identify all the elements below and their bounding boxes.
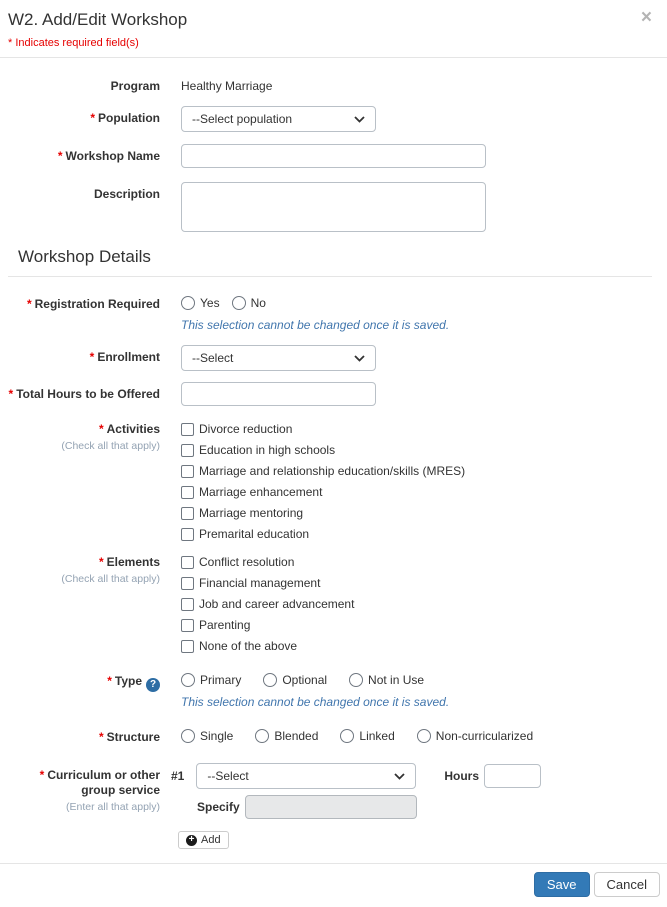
elements-label: Elements xyxy=(106,555,160,569)
required-marker: * xyxy=(98,730,104,744)
structure-blended-option[interactable] xyxy=(255,729,318,743)
structure-blended-label: Blended xyxy=(274,729,319,743)
registration-no-label: No xyxy=(250,296,266,310)
structure-single-label: Single xyxy=(200,729,234,743)
activity-checkbox[interactable] xyxy=(181,444,194,457)
structure-linked-option[interactable] xyxy=(340,729,394,743)
workshop-details-heading: Workshop Details xyxy=(8,247,652,277)
activity-checkbox[interactable] xyxy=(181,528,194,541)
activity-label: Education in high schools xyxy=(199,443,336,457)
curriculum-hint: (Enter all that apply) xyxy=(66,801,160,813)
registration-yes-option[interactable] xyxy=(181,296,220,310)
workshop-name-row xyxy=(8,144,652,168)
structure-single-radio[interactable] xyxy=(181,729,195,743)
curriculum-label: Curriculum or other group service xyxy=(47,768,160,797)
add-button-label: Add xyxy=(201,834,221,846)
activities-row xyxy=(8,422,652,541)
activity-option[interactable] xyxy=(181,464,652,478)
type-primary-label: Primary xyxy=(200,673,242,687)
population-select[interactable] xyxy=(181,106,376,132)
element-option[interactable] xyxy=(181,618,652,632)
plus-circle-icon xyxy=(186,835,197,846)
element-checkbox[interactable] xyxy=(181,619,194,632)
chevron-down-icon xyxy=(394,773,405,780)
activity-option[interactable] xyxy=(181,485,652,499)
registration-yes-label: Yes xyxy=(200,296,220,310)
activity-label: Marriage mentoring xyxy=(199,506,304,520)
element-label: None of the above xyxy=(199,639,298,653)
type-not-in-use-radio[interactable] xyxy=(349,673,363,687)
type-primary-radio[interactable] xyxy=(181,673,195,687)
modal-footer xyxy=(0,863,667,907)
structure-row xyxy=(8,729,652,745)
activity-label: Premarital education xyxy=(199,527,310,541)
enrollment-select[interactable] xyxy=(181,345,376,371)
element-checkbox[interactable] xyxy=(181,577,194,590)
activity-label: Marriage enhancement xyxy=(199,485,323,499)
total-hours-label: Total Hours to be Offered xyxy=(16,387,160,401)
chevron-down-icon xyxy=(354,116,365,123)
workshop-name-label: Workshop Name xyxy=(65,149,160,163)
curriculum-select[interactable] xyxy=(196,763,416,789)
activity-option[interactable] xyxy=(181,527,652,541)
type-not-in-use-label: Not in Use xyxy=(368,673,425,687)
elements-hint: (Check all that apply) xyxy=(61,573,160,585)
curriculum-select-value: --Select xyxy=(207,769,249,783)
close-icon: × xyxy=(640,7,652,28)
curriculum-row xyxy=(8,763,652,849)
element-option[interactable] xyxy=(181,639,652,653)
modal-body xyxy=(0,58,667,849)
type-note: This selection cannot be changed once it is saved. xyxy=(181,695,450,709)
registration-required-row xyxy=(8,296,652,332)
enrollment-select-value: --Select xyxy=(192,351,234,365)
registration-no-option[interactable] xyxy=(232,296,266,310)
element-option[interactable] xyxy=(181,555,652,569)
description-row xyxy=(8,182,652,235)
elements-row xyxy=(8,555,652,653)
activity-checkbox[interactable] xyxy=(181,423,194,436)
type-row xyxy=(8,673,652,709)
page-title: W2. Add/Edit Workshop xyxy=(8,10,188,29)
activity-label: Marriage and relationship education/skills (MRES) xyxy=(199,464,466,478)
activity-option[interactable] xyxy=(181,443,652,457)
structure-single-option[interactable] xyxy=(181,729,233,743)
structure-linked-radio[interactable] xyxy=(340,729,354,743)
required-fields-note: * Indicates required field(s) xyxy=(8,37,139,49)
element-checkbox[interactable] xyxy=(181,556,194,569)
description-label: Description xyxy=(93,187,160,201)
cancel-button[interactable]: Cancel xyxy=(594,872,660,897)
registration-note: This selection cannot be changed once it is saved. xyxy=(181,318,450,332)
required-marker: * xyxy=(98,422,104,436)
workshop-name-input[interactable] xyxy=(181,144,486,168)
element-option[interactable] xyxy=(181,597,652,611)
help-icon[interactable] xyxy=(146,678,160,692)
type-label: Type xyxy=(114,674,142,688)
element-label: Conflict resolution xyxy=(199,555,295,569)
chevron-down-icon xyxy=(354,355,365,362)
structure-blended-radio[interactable] xyxy=(255,729,269,743)
structure-label: Structure xyxy=(106,730,160,744)
element-checkbox[interactable] xyxy=(181,640,194,653)
type-optional-radio[interactable] xyxy=(263,673,277,687)
registration-yes-radio[interactable] xyxy=(181,296,195,310)
specify-label: Specify xyxy=(197,800,240,814)
type-primary-option[interactable] xyxy=(181,673,241,687)
required-marker: * xyxy=(90,111,95,125)
required-marker: * xyxy=(98,555,104,569)
description-textarea[interactable] xyxy=(181,182,486,232)
registration-required-label: Registration Required xyxy=(34,297,160,311)
required-marker: * xyxy=(57,149,63,163)
plus-glyph: + xyxy=(188,834,195,845)
modal-header xyxy=(0,0,667,58)
specify-input xyxy=(245,795,417,819)
activity-label: Divorce reduction xyxy=(199,422,293,436)
add-curriculum-button[interactable] xyxy=(178,831,229,849)
structure-linked-label: Linked xyxy=(359,729,395,743)
element-option[interactable] xyxy=(181,576,652,590)
activity-option[interactable] xyxy=(181,422,652,436)
element-label: Financial management xyxy=(199,576,321,590)
curriculum-row-number: #1 xyxy=(171,769,185,783)
activity-checkbox[interactable] xyxy=(181,465,194,478)
program-label: Program xyxy=(110,79,160,93)
close-button[interactable] xyxy=(639,6,654,29)
total-hours-row xyxy=(8,382,652,406)
population-select-value: --Select population xyxy=(192,112,293,126)
population-row xyxy=(8,106,652,132)
required-marker: * xyxy=(26,297,32,311)
required-marker: * xyxy=(39,768,45,782)
program-value: Healthy Marriage xyxy=(181,79,273,93)
type-optional-label: Optional xyxy=(282,673,328,687)
save-button[interactable]: Save xyxy=(534,872,590,897)
type-optional-option[interactable] xyxy=(263,673,327,687)
hours-input[interactable] xyxy=(484,764,541,788)
required-marker: * xyxy=(107,674,112,688)
required-marker: * xyxy=(89,350,95,364)
element-label: Job and career advancement xyxy=(199,597,355,611)
population-label: Population xyxy=(98,111,160,125)
structure-non-curricularized-radio[interactable] xyxy=(417,729,431,743)
activity-checkbox[interactable] xyxy=(181,507,194,520)
help-icon-glyph: ? xyxy=(149,679,157,690)
element-checkbox[interactable] xyxy=(181,598,194,611)
enrollment-row xyxy=(8,345,652,371)
type-not-in-use-option[interactable] xyxy=(349,673,424,687)
activity-checkbox[interactable] xyxy=(181,486,194,499)
program-row xyxy=(8,74,652,94)
required-marker: * xyxy=(8,387,14,401)
activity-option[interactable] xyxy=(181,506,652,520)
total-hours-input[interactable] xyxy=(181,382,376,406)
enrollment-label: Enrollment xyxy=(97,350,160,364)
structure-non-curricularized-label: Non-curricularized xyxy=(435,729,534,743)
activities-hint: (Check all that apply) xyxy=(61,440,160,452)
structure-non-curricularized-option[interactable] xyxy=(417,729,533,743)
element-label: Parenting xyxy=(199,618,251,632)
activities-label: Activities xyxy=(106,422,160,436)
registration-no-radio[interactable] xyxy=(232,296,246,310)
hours-label: Hours xyxy=(444,769,480,783)
